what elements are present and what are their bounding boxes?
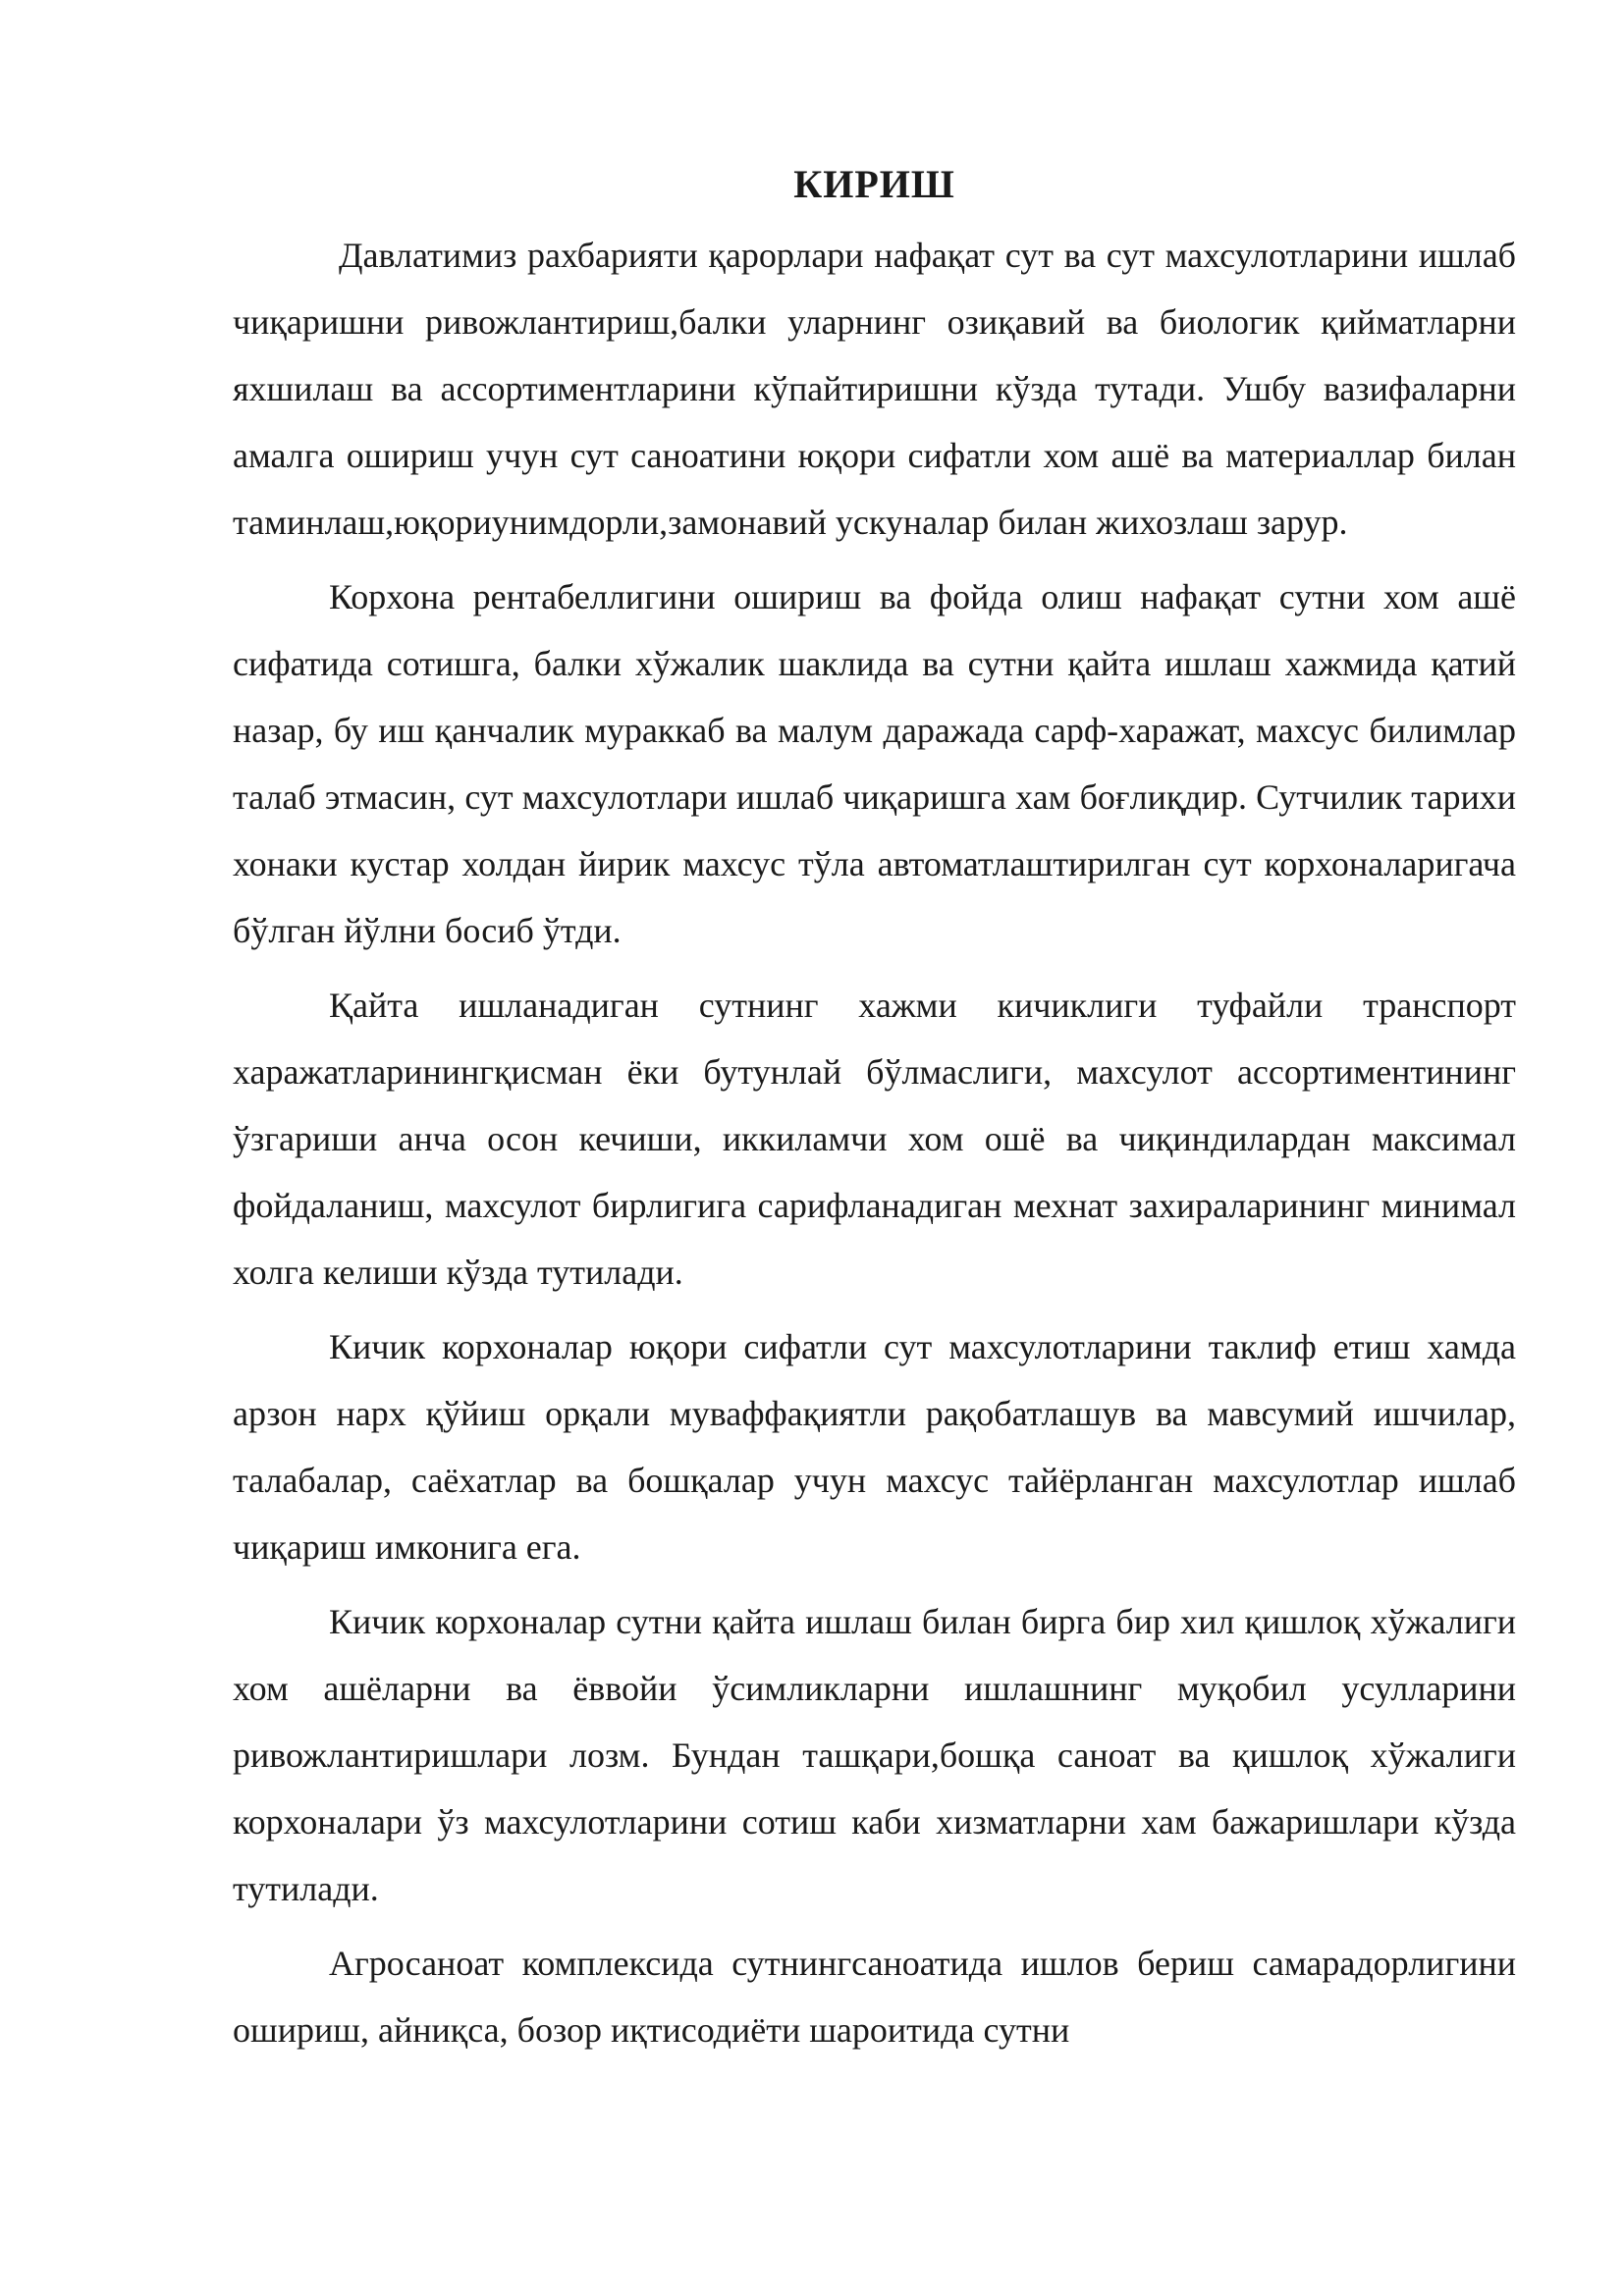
paragraph-4: Кичик корхоналар юқори сифатли сут махсулотларини таклиф етиш хамда арзон нарх қўйиш орқали муваффақиятли рақобатлашув ва мавсумий ишчилар, талабалар, саёхатлар ва бошқалар учун махсус тайёрланган махсулотлар ишлаб чиқариш имконига ега. bbox=[233, 1327, 1516, 1567]
paragraph-2: Корхона рентабеллигини ошириш ва фойда олиш нафақат сутни хом ашё сифатида сотишга, балки хўжалик шаклида ва сутни қайта ишлаш хажмида қатий назар, бу иш қанчалик мураккаб ва малум даражада сарф-харажат, махсус билимлар талаб этмасин, сут махсулотлари ишлаб чиқаришга хам боғлиқдир. Сутчилик тарихи хонаки кустар холдан йирик махсус тўла автоматлаштирилган сут корхоналаригача бўлган йўлни босиб ўтди. bbox=[233, 577, 1516, 950]
document-body bbox=[233, 147, 1516, 2071]
paragraph-5: Кичик корхоналар сутни қайта ишлаш билан бирга бир хил қишлоқ хўжалиги хом ашёларни ва ёввойи ўсимликларни ишлашнинг муқобил усулларини ривожлантиришлари лозм. Бундан ташқари,бошқа саноат ва қишлоқ хўжалиги корхоналари ўз махсулотларини сотиш каби хизматларни хам бажаришлари кўзда тутилади. bbox=[233, 1602, 1516, 1908]
page-title: КИРИШ bbox=[793, 162, 955, 206]
paragraph-6: Агросаноат комплексида сутнингсаноатида ишлов бериш самарадорлигини ошириш, айниқса, бозор иқтисодиёти шароитида сутни bbox=[233, 1944, 1516, 2050]
paragraph-1: Давлатимиз рахбарияти қарорлари нафақат сут ва сут махсулотларини ишлаб чиқаришни ривожлантириш,балки уларнинг озиқавий ва биологик қийматларни яхшилаш ва ассортиментларини кўпайтиришни кўзда тутади. Ушбу вазифаларни амалга ошириш учун сут саноатини юқори сифатли хом ашё ва материаллар билан таминлаш,юқориунимдорли,замонавий ускуналар билан жихозлаш зарур. bbox=[233, 236, 1516, 542]
paragraph-3: Қайта ишланадиган сутнинг хажми кичиклиги туфайли транспорт харажатларинингқисман ёки бутунлай бўлмаслиги, махсулот ассортиментининг ўзгариши анча осон кечиши, иккиламчи хом ошё ва чиқиндилардан максимал фойдаланиш, махсулот бирлигига сарифланадиган мехнат захираларининг минимал холга келиши кўзда тутилади. bbox=[233, 986, 1516, 1292]
